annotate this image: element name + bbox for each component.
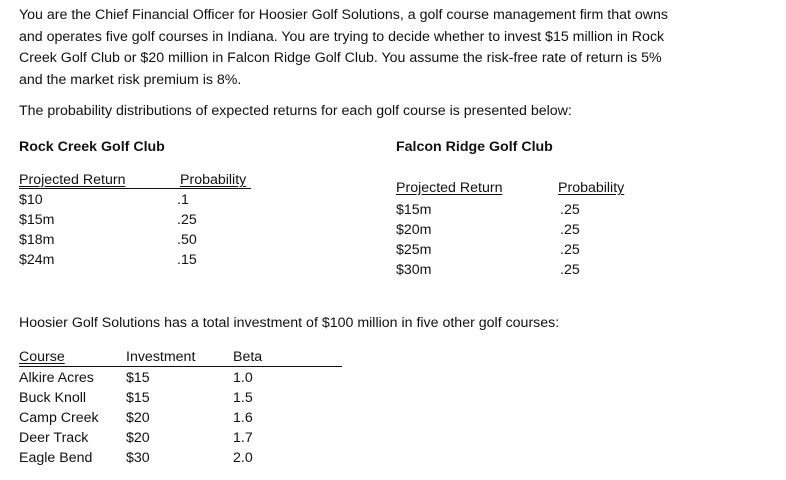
table-cell: .50 (177, 232, 197, 248)
rock-creek-return-header: Projected Return (19, 172, 126, 188)
falcon-ridge-return-header: Projected Return (396, 180, 503, 196)
table-cell: Alkire Acres (19, 370, 94, 386)
portfolio-investment-header: Investment (126, 349, 196, 365)
rock-creek-probability-header: Probability (180, 172, 247, 188)
table-cell: Buck Knoll (19, 390, 87, 406)
table-cell: 1.7 (233, 430, 253, 446)
portfolio-course-header: Course (19, 349, 65, 365)
table-cell: 2.0 (233, 450, 253, 466)
intro-line: You are the Chief Financial Officer for Hoosier Golf Solutions, a golf course management firm that owns (19, 7, 669, 23)
table-cell: .15 (177, 252, 197, 268)
table-cell: .25 (560, 262, 580, 278)
falcon-ridge-probabilities (560, 200, 580, 280)
table-cell: .25 (560, 242, 580, 258)
rock-creek-header-rule (19, 188, 251, 189)
rock-creek-returns (19, 190, 55, 270)
table-cell: Camp Creek (19, 410, 99, 426)
portfolio-header-rule (19, 366, 342, 367)
falcon-ridge-title: Falcon Ridge Golf Club (396, 139, 553, 155)
rock-creek-probabilities (177, 190, 197, 270)
intro-paragraph (19, 5, 779, 91)
table-cell: $25m (396, 242, 432, 258)
table-cell: 1.0 (233, 370, 253, 386)
table-cell: $20 (126, 410, 150, 426)
table-cell: .1 (177, 192, 189, 208)
table-cell: $24m (19, 252, 55, 268)
table-cell: Deer Track (19, 430, 89, 446)
portfolio-investments (126, 368, 150, 468)
portfolio-betas (233, 368, 253, 468)
table-cell: $20m (396, 222, 432, 238)
table-cell: $15 (126, 370, 150, 386)
intro-line: and operates five golf courses in Indiana. You are trying to decide whether to invest $15 million in Rock (19, 28, 665, 45)
intro-line: Creek Golf Club or $20 million in Falcon Ridge Golf Club. You assume the risk-free rate of return is 5% (19, 50, 662, 66)
table-cell: $15 (126, 390, 150, 406)
table-cell: 1.5 (233, 390, 253, 406)
rock-creek-title: Rock Creek Golf Club (19, 139, 165, 155)
portfolio-intro: Hoosier Golf Solutions has a total investment of $100 million in five other golf courses: (19, 315, 560, 331)
portfolio-courses (19, 368, 99, 468)
table-cell: $30 (126, 450, 150, 466)
table-cell: $30m (396, 262, 432, 278)
table-cell: $10 (19, 192, 43, 208)
table-cell: Eagle Bend (19, 450, 93, 466)
falcon-ridge-probability-header: Probability (558, 180, 625, 196)
portfolio-beta-header: Beta (233, 349, 263, 365)
distributions-intro: The probability distributions of expected returns for each golf course is presented below: (19, 103, 572, 119)
table-cell: $15m (396, 202, 432, 218)
intro-line: and the market risk premium is 8%. (19, 71, 242, 88)
table-cell: 1.6 (233, 410, 253, 426)
table-cell: .25 (177, 212, 197, 228)
table-cell: $15m (19, 212, 55, 228)
table-cell: $20 (126, 430, 150, 446)
table-cell: .25 (560, 202, 580, 218)
table-cell: $18m (19, 232, 55, 248)
falcon-ridge-returns (396, 200, 432, 280)
table-cell: .25 (560, 222, 580, 238)
